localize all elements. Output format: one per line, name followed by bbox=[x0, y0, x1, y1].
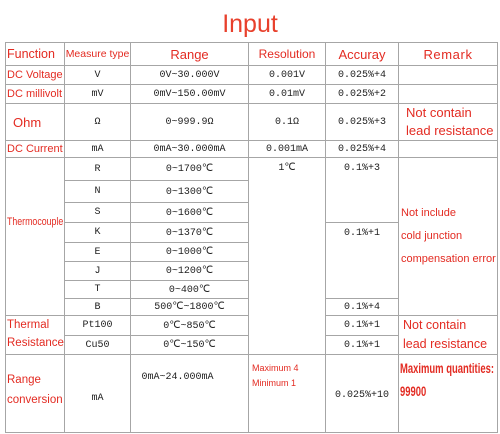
function-label: DC millivolt bbox=[6, 85, 65, 104]
resolution-cell: 1℃ bbox=[249, 158, 326, 355]
header-range: Range bbox=[131, 43, 249, 66]
function-label: Ohm bbox=[6, 104, 65, 141]
accuracy-cell: 0.1%+3 bbox=[326, 158, 399, 223]
remark-cell bbox=[399, 66, 498, 85]
measure-type-cell: V bbox=[65, 66, 131, 85]
resolution-line: Minimum 1 bbox=[252, 378, 297, 388]
measure-type-cell: B bbox=[65, 299, 131, 316]
accuracy-cell: 0.025%+2 bbox=[326, 85, 399, 104]
accuracy-cell: 0.025%+4 bbox=[326, 66, 399, 85]
accuracy-cell: 0.1%+1 bbox=[326, 223, 399, 299]
accuracy-cell: 0.025%+3 bbox=[326, 104, 399, 141]
function-label-cell bbox=[6, 355, 65, 433]
range-cell: 0~1300℃ bbox=[131, 181, 249, 203]
table-row-dc-voltage bbox=[6, 66, 498, 85]
range-cell: 500℃~1800℃ bbox=[131, 299, 249, 316]
range-cell: 0~1700℃ bbox=[131, 158, 249, 181]
table-row-ohm bbox=[6, 104, 498, 141]
resolution-cell: 0.001V bbox=[249, 66, 326, 85]
function-label-cell bbox=[6, 316, 65, 355]
header-row bbox=[6, 43, 498, 66]
header-remark: Remark bbox=[399, 43, 498, 66]
range-cell: 0~1200℃ bbox=[131, 262, 249, 281]
measure-type-cell: mA bbox=[65, 355, 131, 433]
range-cell: 0mV~150.00mV bbox=[131, 85, 249, 104]
measure-type-cell: S bbox=[65, 203, 131, 223]
remark-cell bbox=[399, 85, 498, 104]
max-quantities-label: Maximum quantities: bbox=[400, 361, 494, 376]
resolution-line: Maximum 4 bbox=[252, 363, 299, 373]
function-label: DC Current bbox=[6, 141, 65, 158]
table-row-dc-millivolt bbox=[6, 85, 498, 104]
function-label-line: Range bbox=[7, 373, 41, 386]
measure-type-cell: mA bbox=[65, 141, 131, 158]
resolution-cell: 0.001mA bbox=[249, 141, 326, 158]
measure-type-cell: Pt100 bbox=[65, 316, 131, 336]
function-label-cell bbox=[6, 158, 65, 316]
remark-line: Not contain bbox=[406, 105, 472, 120]
function-label-line: conversion bbox=[7, 393, 63, 406]
range-cell: 0V~30.000V bbox=[131, 66, 249, 85]
range-cell: 0~999.9Ω bbox=[131, 104, 249, 141]
range-cell: 0~1370℃ bbox=[131, 223, 249, 243]
input-spec-table bbox=[5, 42, 498, 433]
remark-cell bbox=[399, 316, 498, 355]
header-accuracy: Accuray bbox=[326, 43, 399, 66]
measure-type-cell: N bbox=[65, 181, 131, 203]
remark-line: lead resistance bbox=[403, 337, 488, 351]
accuracy-cell: 0.1%+4 bbox=[326, 299, 399, 316]
max-quantities-value: 99900 bbox=[400, 384, 427, 399]
measure-type-cell: J bbox=[65, 262, 131, 281]
measure-type-cell: E bbox=[65, 243, 131, 262]
measure-type-cell: Cu50 bbox=[65, 336, 131, 355]
function-label-line: Resistance bbox=[7, 337, 64, 349]
resolution-cell bbox=[249, 355, 326, 433]
range-cell: 0℃~150℃ bbox=[131, 336, 249, 355]
remark-line: lead resistance bbox=[406, 123, 494, 138]
remark-line: Not include bbox=[401, 207, 457, 219]
measure-type-cell: mV bbox=[65, 85, 131, 104]
accuracy-cell: 0.1%+1 bbox=[326, 316, 399, 336]
resolution-cell: 0.01mV bbox=[249, 85, 326, 104]
measure-type-cell: Ω bbox=[65, 104, 131, 141]
measure-type-cell: T bbox=[65, 281, 131, 299]
remark-line bbox=[400, 380, 497, 403]
accuracy-cell: 0.025%+4 bbox=[326, 141, 399, 158]
range-cell: 0~1600℃ bbox=[131, 203, 249, 223]
table-row-thermocouple-r bbox=[6, 158, 498, 181]
remark-cell bbox=[399, 158, 498, 316]
table-row-dc-current bbox=[6, 141, 498, 158]
remark-cell bbox=[399, 355, 498, 433]
range-cell: 0~1000℃ bbox=[131, 243, 249, 262]
remark-line: Not contain bbox=[403, 318, 467, 332]
remark-cell bbox=[399, 104, 498, 141]
header-resolution: Resolution bbox=[249, 43, 326, 66]
measure-type-cell: R bbox=[65, 158, 131, 181]
accuracy-cell: 0.025%+10 bbox=[326, 355, 399, 433]
header-function: Function bbox=[6, 43, 65, 66]
header-measure-type: Measure type bbox=[65, 43, 131, 66]
remark-line bbox=[400, 357, 497, 380]
range-cell: 0~400℃ bbox=[131, 281, 249, 299]
range-cell: 0mA~24.000mA bbox=[131, 355, 249, 433]
function-label-line: Thermal bbox=[7, 319, 50, 331]
range-cell: 0℃~850℃ bbox=[131, 316, 249, 336]
measure-type-cell: K bbox=[65, 223, 131, 243]
accuracy-cell: 0.1%+1 bbox=[326, 336, 399, 355]
page-title: Input bbox=[222, 10, 278, 38]
resolution-cell: 0.1Ω bbox=[249, 104, 326, 141]
function-label: Thermocouple bbox=[7, 216, 64, 228]
remark-cell bbox=[399, 141, 498, 158]
function-label: DC Voltage bbox=[6, 66, 65, 85]
table-row-range-conversion bbox=[6, 355, 498, 433]
range-cell: 0mA~30.000mA bbox=[131, 141, 249, 158]
remark-line: compensation error bbox=[401, 253, 496, 265]
remark-line: cold junction bbox=[401, 230, 463, 242]
